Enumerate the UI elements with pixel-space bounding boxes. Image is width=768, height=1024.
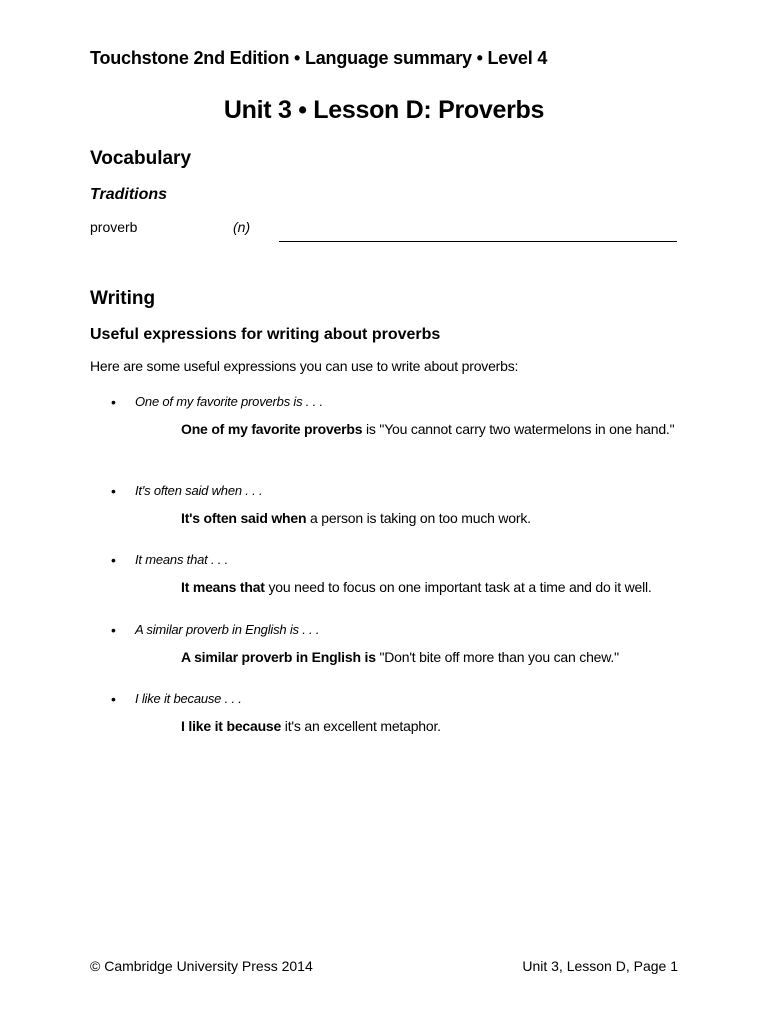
traditions-subheading: Traditions	[90, 186, 168, 203]
page-title: Unit 3 • Lesson D: Proverbs	[223, 96, 545, 124]
bullet: •	[111, 552, 116, 568]
expression-phrase: It means that . . .	[135, 552, 229, 567]
example-text: you need to focus on one important task at a time and do it well.	[264, 579, 652, 595]
vocab-word: proverb	[90, 219, 138, 235]
page-header: Touchstone 2nd Edition • Language summary • Level 4	[90, 48, 548, 68]
bullet: •	[111, 622, 116, 638]
footer-page-number: Unit 3, Lesson D, Page 1	[522, 958, 678, 974]
expression-example	[181, 509, 681, 527]
bullet: •	[111, 691, 116, 707]
expression-phrase: I like it because . . .	[135, 691, 242, 706]
bullet: •	[111, 483, 116, 499]
vocab-row	[90, 219, 678, 245]
vocab-answer-line	[279, 241, 677, 242]
example-text: a person is taking on too much work.	[306, 510, 531, 526]
expression-phrase: A similar proverb in English is . . .	[135, 622, 320, 637]
writing-subheading: Useful expressions for writing about proverbs	[90, 326, 441, 343]
expression-example	[181, 648, 681, 666]
example-bold: It means that	[181, 579, 265, 595]
example-bold: It's often said when	[181, 510, 307, 526]
expression-example	[181, 420, 681, 438]
expression-phrase: It's often said when . . .	[135, 483, 263, 498]
vocabulary-heading: Vocabulary	[90, 148, 192, 169]
example-text: it's an excellent metaphor.	[281, 718, 441, 734]
writing-heading: Writing	[90, 288, 156, 309]
example-bold: A similar proverb in English is	[181, 649, 376, 665]
example-bold: I like it because	[181, 718, 282, 734]
writing-intro: Here are some useful expressions you can use to write about proverbs:	[90, 358, 519, 374]
example-bold: One of my favorite proverbs	[181, 421, 363, 437]
bullet: •	[111, 394, 116, 410]
expression-phrase: One of my favorite proverbs is . . .	[135, 394, 323, 409]
expression-example	[181, 578, 681, 596]
example-text: is "You cannot carry two watermelons in one hand."	[362, 421, 675, 437]
footer-copyright: © Cambridge University Press 2014	[90, 958, 313, 974]
example-text: "Don't bite off more than you can chew."	[375, 649, 619, 665]
vocab-part-of-speech: (n)	[233, 219, 251, 235]
expression-example	[181, 717, 681, 735]
